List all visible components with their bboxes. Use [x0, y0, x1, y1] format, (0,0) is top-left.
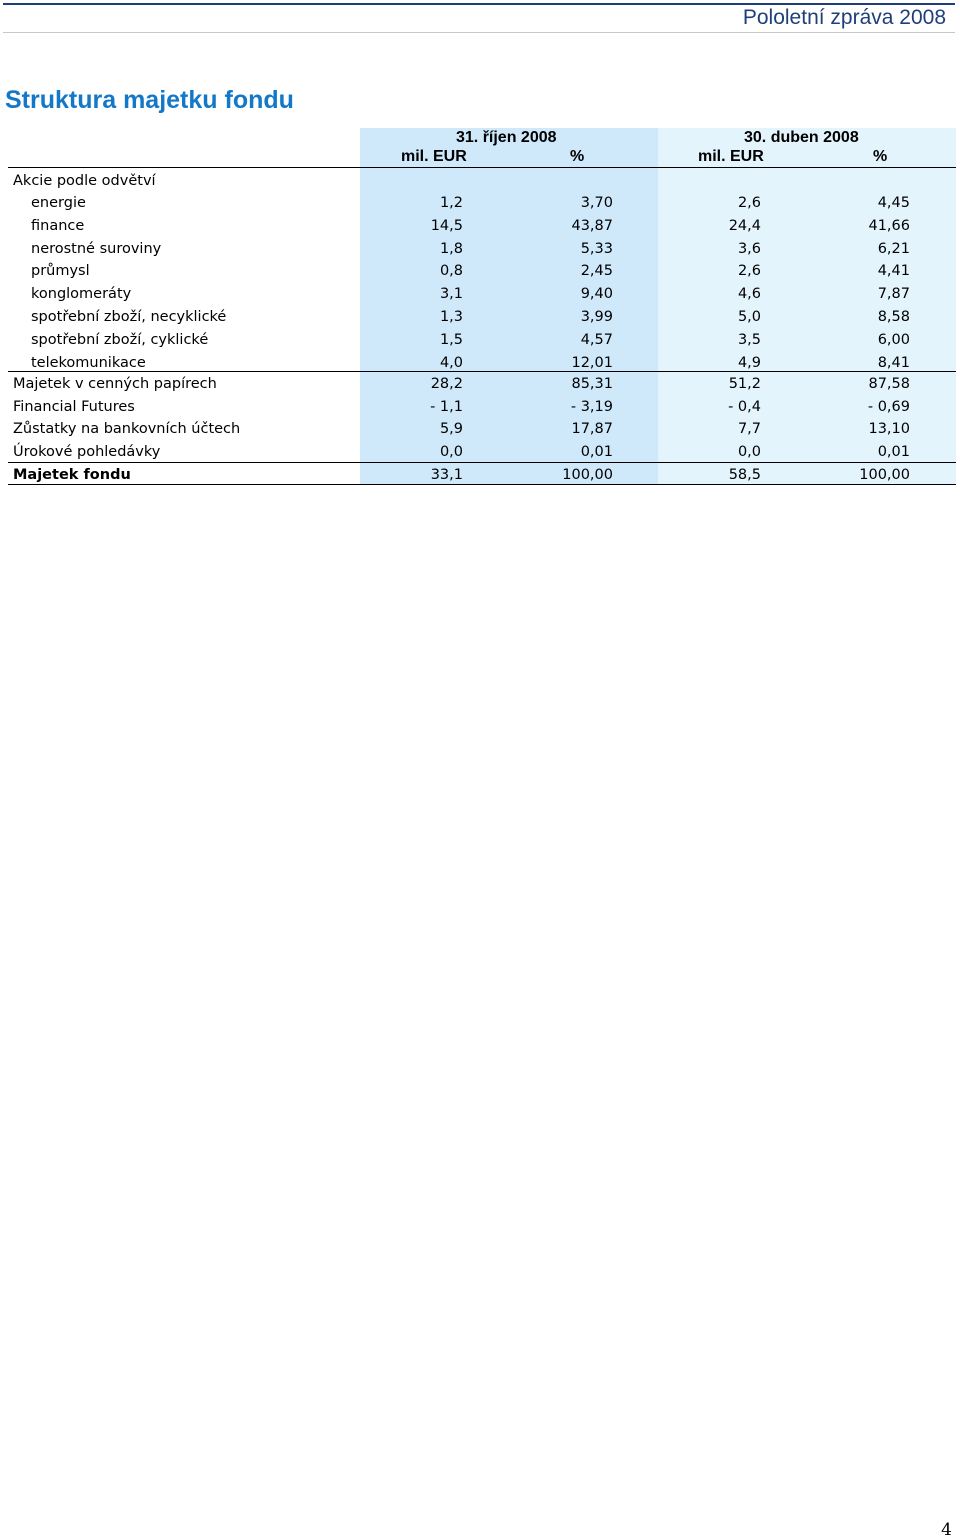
sector-row [0, 261, 960, 284]
period2-eur-value: 0,0 [737, 443, 761, 460]
group-label-row [0, 171, 960, 194]
period2-pct-value: 100,00 [859, 467, 910, 483]
row-label: Úrokové pohledávky [13, 443, 161, 460]
period1-eur-value: 5,9 [439, 421, 463, 437]
period1-eur-value: - 1,1 [430, 398, 463, 415]
period1-pct-header: % [570, 148, 585, 165]
period1-eur-value: 3,1 [439, 286, 463, 303]
period1-pct-value: 3,70 [580, 195, 613, 211]
summary-row [0, 374, 960, 397]
report-title: Pololetní zpráva 2008 [742, 6, 946, 29]
period2-eur-value: 2,6 [737, 263, 761, 280]
period2-pct-value: 6,00 [877, 331, 910, 348]
row-label: Financial Futures [13, 398, 135, 415]
row-label: spotřební zboží, cyklické [31, 331, 209, 348]
period2-pct-value: 41,66 [868, 217, 910, 234]
period1-pct-value: 17,87 [571, 421, 613, 437]
period1-eur-value: 28,2 [430, 376, 463, 392]
period2-eur-value: 3,5 [737, 331, 761, 348]
period2-eur-value: 24,4 [728, 217, 761, 234]
period2-eur-value: 3,6 [737, 240, 761, 257]
period2-pct-header: % [873, 148, 888, 165]
period2-eur-value: 51,2 [728, 376, 761, 392]
group-label: Akcie podle odvětví [13, 173, 156, 189]
summary-row [0, 397, 960, 420]
period2-pct-value: 87,58 [868, 376, 910, 392]
period1-pct-value: 3,99 [580, 309, 613, 325]
period1-eur-value: 14,5 [430, 217, 463, 234]
period1-header: 31. říjen 2008 [456, 129, 557, 146]
row-label: Zůstatky na bankovních účtech [13, 421, 241, 437]
row-label: konglomeráty [31, 286, 132, 303]
period2-eur-value: 4,6 [737, 286, 761, 303]
row-label: energie [31, 195, 86, 211]
sector-row [0, 284, 960, 307]
period1-pct-value: 0,01 [580, 443, 613, 460]
period2-pct-value: 7,87 [877, 286, 910, 303]
period2-pct-value: 0,01 [877, 443, 910, 460]
period1-pct-value: - 3,19 [570, 398, 613, 415]
period2-pct-value: - 0,69 [867, 398, 910, 415]
period2-pct-value: 8,58 [877, 309, 910, 325]
period1-eur-value: 1,8 [439, 240, 463, 257]
period1-pct-value: 100,00 [562, 467, 613, 483]
period1-eur-value: 1,2 [439, 195, 463, 211]
period2-pct-value: 13,10 [868, 421, 910, 437]
period2-header: 30. duben 2008 [744, 129, 859, 146]
period1-eur-value: 0,8 [439, 263, 463, 280]
row-label: finance [31, 217, 85, 234]
period1-pct-value: 85,31 [571, 376, 613, 392]
row-label: nerostné suroviny [31, 240, 162, 257]
period1-eur-value: 1,5 [439, 331, 463, 348]
sector-row [0, 307, 960, 330]
row-label: spotřební zboží, necyklické [31, 309, 227, 325]
period2-pct-value: 6,21 [877, 240, 910, 257]
sector-row [0, 216, 960, 239]
period1-eur-value: 4,0 [439, 354, 463, 371]
period1-pct-value: 2,45 [580, 263, 613, 280]
total-divider-top [8, 462, 956, 463]
row-label: Majetek v cenných papírech [13, 376, 217, 392]
period1-pct-value: 4,57 [580, 331, 613, 348]
period1-eur-header: mil. EUR [401, 148, 467, 165]
period2-pct-value: 8,41 [877, 354, 910, 371]
period2-eur-value: 7,7 [737, 421, 761, 437]
period2-pct-value: 4,45 [877, 195, 910, 211]
sector-row [0, 353, 960, 376]
period1-pct-value: 5,33 [580, 240, 613, 257]
sector-total-divider [8, 371, 956, 372]
section-title: Struktura majetku fondu [5, 86, 294, 114]
period2-eur-value: 5,0 [737, 309, 761, 325]
period2-eur-value: 58,5 [728, 467, 761, 483]
sector-row [0, 193, 960, 216]
period2-eur-header: mil. EUR [698, 148, 764, 165]
sector-row [0, 330, 960, 353]
period2-pct-value: 4,41 [877, 263, 910, 280]
row-label: telekomunikace [31, 354, 146, 371]
period1-pct-value: 43,87 [571, 217, 613, 234]
header-underline [8, 167, 956, 168]
total-divider-bottom [8, 484, 956, 485]
period2-eur-value: - 0,4 [728, 398, 761, 415]
sector-row [0, 239, 960, 262]
period1-eur-value: 1,3 [439, 309, 463, 325]
header-divider [3, 32, 955, 33]
period1-pct-value: 9,40 [580, 286, 613, 303]
summary-row [0, 419, 960, 442]
period2-eur-value: 2,6 [737, 195, 761, 211]
period1-pct-value: 12,01 [571, 354, 613, 371]
period2-eur-value: 4,9 [737, 354, 761, 371]
period1-eur-value: 33,1 [430, 467, 463, 483]
period1-eur-value: 0,0 [439, 443, 463, 460]
row-label: Majetek fondu [13, 467, 131, 483]
row-label: průmysl [31, 263, 90, 280]
page-number: 4 [941, 1520, 952, 1540]
